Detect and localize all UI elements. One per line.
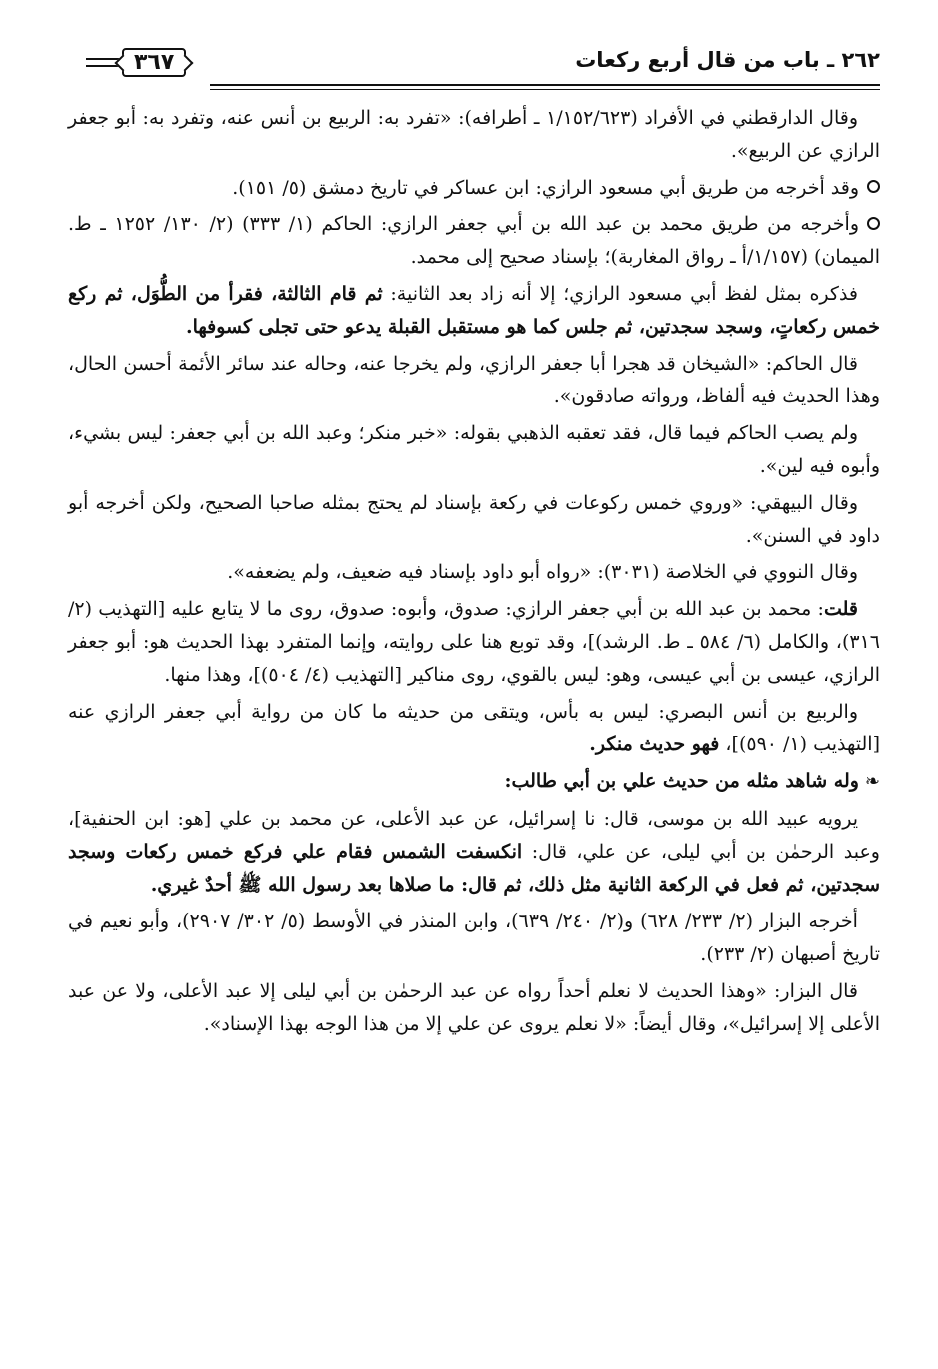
paragraph — [68, 593, 880, 691]
body-text — [68, 102, 880, 1041]
text-run: والربيع بن أنس البصري: ليس به بأس، ويتقى من حديثه ما كان من رواية أبي جعفر الرازي عنه [التهذيب (١/ ٥٩٠)]، — [68, 700, 880, 756]
text-run: وقال الدارقطني في الأفراد (١/١٥٢/٦٢٣ ـ أطرافه): «تفرد به: الربيع بن أنس عنه، وتفرد به: أبو جعفر الرازي عن الربيع». — [68, 107, 880, 162]
text-run: وقد أخرجه من طريق أبي مسعود الرازي: ابن عساكر في تاريخ دمشق (٥/ ١٥١). — [232, 176, 859, 199]
bullet-icon — [867, 217, 880, 230]
text-run: وأخرجه من طريق محمد بن عبد الله بن أبي جعفر الرازي: الحاكم (١/ ٣٣٣) (٢/ ١٣٠/ ١٢٥٢ ـ ط. الميمان) (١/١٥٧/أ ـ رواق المغاربة)؛ بإسناد صحيح إلى محمد. — [68, 213, 880, 269]
bold-text-run: فهو حديث منكر. — [589, 733, 720, 756]
page-number-ornament — [86, 48, 186, 77]
page-header — [68, 44, 880, 88]
text-run: أخرجه البزار (٢/ ٢٣٣/ ٦٢٨) و(٢/ ٢٤٠/ ٦٣٩)، وابن المنذر في الأوسط (٥/ ٣٠٢/ ٢٩٠٧)، وأبو نعيم في تاريخ أصبهان (٢/ ٢٣٣). — [68, 910, 880, 966]
paragraph — [68, 172, 880, 205]
paragraph — [68, 487, 880, 553]
paragraph — [68, 348, 880, 414]
text-run: : محمد بن عبد الله بن أبي جعفر الرازي: صدوق، وأبوه: صدوق، روى ما لا يتابع عليه [التهذيب (٢/ ٣١٦)، والكامل (٦/ ٥٨٤ ـ ط. الرشد)]، وقد توبع هنا على روايته، وإنما المتفرد بهذا الحديث هو: أبو جعفر الرازي، عيسى بن أبي عيسى، وهو: ليس بالقوي، روى مناكير [التهذيب (٤/ ٥٠٤)]، وهذا منها. — [68, 598, 880, 686]
paragraph — [68, 102, 880, 168]
paragraph — [68, 278, 880, 344]
paragraph — [68, 556, 880, 589]
leaf-ornament-icon: ❧ — [864, 771, 880, 793]
paragraph — [68, 417, 880, 483]
bullet-icon — [867, 180, 880, 193]
text-run: ولم يصب الحاكم فيما قال، فقد تعقبه الذهبي بقوله: «خبر منكر؛ وعبد الله بن أبي جعفر: ليس بشيء، وأبوه فيه لين». — [68, 422, 880, 477]
text-run: قال البزار: «وهذا الحديث لا نعلم أحداً رواه عن عبد الرحمٰن بن أبي ليلى إلا عبد الأعلى، ولا عن عبد الأعلى إلا إسرائيل»، وقال أيضاً: «لا نعلم يروى عن علي إلا من هذا الوجه بهذا الإسناد». — [68, 979, 880, 1035]
paragraph — [68, 905, 880, 971]
paragraph — [68, 208, 880, 274]
text-run: قال الحاكم: «الشيخان قد هجرا أبا جعفر الرازي، ولم يخرجا عنه، وحاله عند سائر الأئمة أحسن الحال، وهذا الحديث فيه ألفاظ، ورواته صادقون». — [68, 352, 880, 408]
bold-text-run: وله شاهد مثله من حديث علي بن أبي طالب: — [504, 770, 859, 793]
bold-text-run: ثم قام الثالثة، فقرأ من الطُّوَل، ثم ركع خمس ركعاتٍ، وسجد سجدتين، ثم جلس كما هو مستقبل القبلة يدعو حتى تجلى كسوفها. — [68, 282, 880, 338]
paragraph — [68, 803, 880, 901]
paragraph — [68, 696, 880, 762]
bold-text-run: انكسفت الشمس فقام علي فركع خمس ركعات وسجد سجدتين، ثم فعل في الركعة الثانية مثل ذلك، ثم قال: ما صلاها بعد رسول الله ﷺ أحدٌ غيري. — [68, 840, 880, 896]
text-run: يرويه عبيد الله بن موسى، قال: نا إسرائيل، عن عبد الأعلى، عن محمد بن علي [هو: ابن الحنفية]، وعبد الرحمٰن بن أبي ليلى، عن علي، قال: — [68, 807, 880, 863]
paragraph — [68, 765, 880, 799]
page-number: ٣٦٧ — [122, 48, 186, 77]
text-run: وقال البيهقي: «وروي خمس ركوعات في ركعة بإسناد لم يحتج بمثله صاحبا الصحيح، ولكن أخرجه أبو داود في السنن». — [68, 491, 880, 547]
text-run: وقال النووي في الخلاصة (٣٠٣١): «رواه أبو داود بإسناد فيه ضعيف، ولم يضعفه». — [227, 561, 858, 584]
bold-text-run: قلت — [823, 598, 858, 621]
text-run: فذكره بمثل لفظ أبي مسعود الرازي؛ إلا أنه زاد بعد الثانية: — [382, 282, 858, 305]
paragraph — [68, 975, 880, 1041]
running-title: ٢٦٢ ـ باب من قال أربع ركعات — [575, 48, 880, 72]
